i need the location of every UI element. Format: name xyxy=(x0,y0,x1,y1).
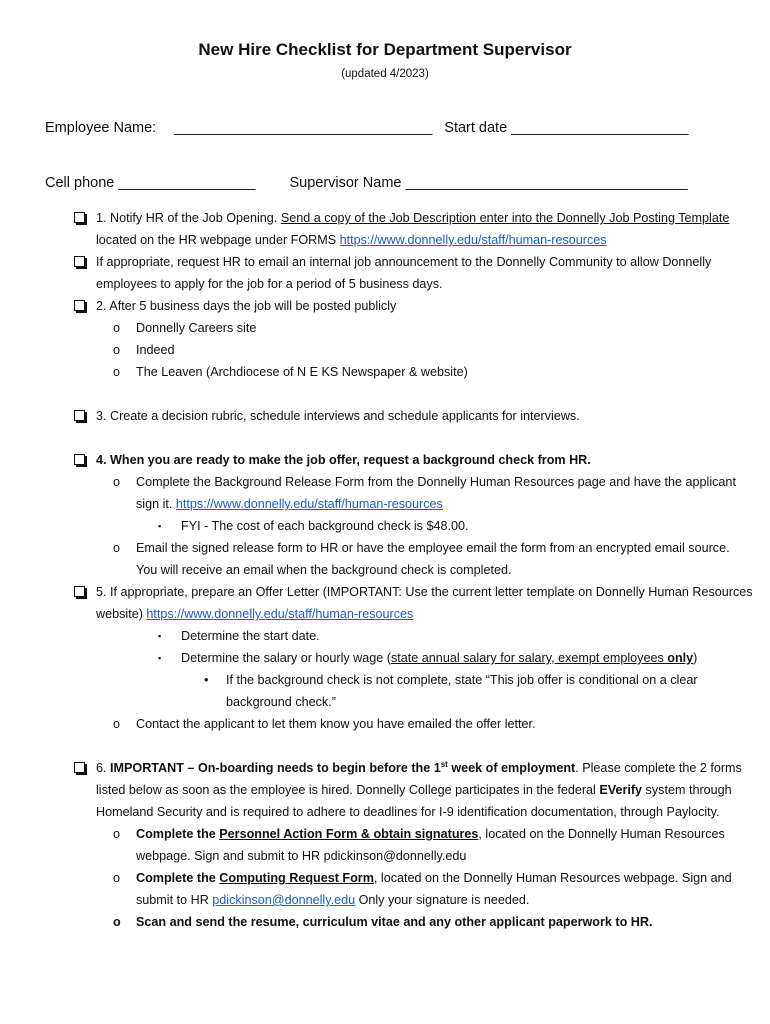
item-text: Computing Request Form xyxy=(219,871,374,885)
list-item xyxy=(74,515,754,537)
item-text: 5. If appropriate, prepare an Offer Letter (IMPORTANT: Use the current letter template on Donnelly Human Resources website) xyxy=(96,585,753,621)
list-item xyxy=(74,911,754,933)
checklist-item-1 xyxy=(74,207,754,251)
checklist-item-1b xyxy=(74,251,754,295)
item-text: 2. After 5 business days the job will be posted publicly xyxy=(96,299,397,313)
item-text: 1. Notify HR of the Job Opening. xyxy=(96,211,281,225)
circle-bullet-icon: o xyxy=(113,871,121,885)
item-text: Complete the xyxy=(136,827,220,841)
circle-bullet-icon: o xyxy=(113,343,121,357)
item-text: Determine the salary or hourly wage ( xyxy=(181,651,391,665)
item-text: FYI - The cost of each background check is $48.00. xyxy=(181,519,469,533)
circle-bullet-icon: o xyxy=(113,541,121,555)
checkbox-icon[interactable] xyxy=(74,454,85,465)
item-text: 4. When you are ready to make the job offer, request a background check from HR. xyxy=(96,453,591,467)
square-bullet-icon: ▪ xyxy=(158,521,162,531)
hr-link[interactable]: https://www.donnelly.edu/staff/human-resources xyxy=(339,233,607,247)
item-text: . Please complete the 2 forms listed below as soon as the employee is hired. Donnelly College participates in the federal xyxy=(96,761,742,797)
item-text: Contact the applicant to let them know you have emailed the offer letter. xyxy=(136,717,536,731)
checkbox-icon[interactable] xyxy=(74,586,85,597)
list-item xyxy=(74,867,754,911)
item-text: located on the HR webpage under FORMS xyxy=(96,233,340,247)
item-text: Determine the start date. xyxy=(181,629,320,643)
cell-phone-field: Cell phone _________________ xyxy=(45,175,256,191)
item-text: If the background check is not complete, state “This job offer is conditional on a clear background check.” xyxy=(226,673,698,709)
list-item xyxy=(74,625,754,647)
item-text: ) xyxy=(693,651,698,665)
page-title: New Hire Checklist for Department Supervisor xyxy=(198,40,572,59)
item-text: If appropriate, request HR to email an internal job announcement to the Donnelly Community to allow Donnelly employees to apply for the job for a period of 5 business days. xyxy=(96,255,712,291)
checklist-item-2 xyxy=(74,295,754,317)
checkbox-icon[interactable] xyxy=(74,212,85,223)
list-item xyxy=(74,669,754,713)
item-text: IMPORTANT – On-boarding needs to begin before the 1 xyxy=(110,761,441,775)
supervisor-name-field: Supervisor Name ___________________________________ xyxy=(289,175,688,191)
checklist-item-5 xyxy=(74,581,754,625)
item-text: Scan and send the resume, curriculum vitae and any other applicant paperwork to HR. xyxy=(136,915,653,929)
employee-row xyxy=(45,120,689,136)
square-bullet-icon: ▪ xyxy=(158,653,162,663)
item-text: Personnel Action Form & obtain signatures xyxy=(219,827,479,841)
item-text: The Leaven (Archdiocese of N E KS Newspaper & website) xyxy=(136,365,468,379)
hr-link[interactable]: https://www.donnelly.edu/staff/human-resources xyxy=(146,607,414,621)
employee-name-label: Employee Name: xyxy=(45,120,157,136)
checkbox-icon[interactable] xyxy=(74,410,85,421)
item-text: week of employment xyxy=(447,761,576,775)
item-text: 3. Create a decision rubric, schedule interviews and schedule applicants for interviews. xyxy=(96,409,580,423)
list-item xyxy=(74,823,754,867)
item-text: Indeed xyxy=(136,343,175,357)
item-text: EVerify xyxy=(599,783,643,797)
page-subtitle: (updated 4/2023) xyxy=(341,68,429,80)
list-item xyxy=(74,361,754,383)
list-item xyxy=(74,317,754,339)
contact-row xyxy=(45,175,688,191)
item-text: st xyxy=(440,759,448,769)
employee-name-line: ________________________________ xyxy=(174,120,433,136)
item-text: Email the signed release form to HR or have the employee email the form from an encrypted email source. You will receive an email when the background check is completed. xyxy=(136,541,730,577)
item-text: 6. xyxy=(96,761,111,775)
hr-link[interactable]: https://www.donnelly.edu/staff/human-resources xyxy=(175,497,443,511)
circle-bullet-icon: o xyxy=(113,915,121,929)
circle-bullet-icon: o xyxy=(113,321,121,335)
checkbox-icon[interactable] xyxy=(74,256,85,267)
item-text: Complete the Background Release Form from the Donnelly Human Resources page and have the applicant sign it. xyxy=(136,475,736,511)
circle-bullet-icon: o xyxy=(113,717,121,731)
item-text: only xyxy=(667,651,694,665)
item-text: state annual salary for salary, exempt employees xyxy=(391,651,668,665)
checkbox-icon[interactable] xyxy=(74,762,85,773)
checklist-item-3 xyxy=(74,405,754,427)
start-date-field: Start date ______________________ xyxy=(444,120,689,136)
item-text: , located on the Donnelly Human Resources webpage. Sign and submit to HR xyxy=(136,871,732,907)
item-text: , located on the Donnelly Human Resources webpage. Sign and submit to HR pdickinson@donnelly.edu xyxy=(136,827,725,863)
item-text: system through Homeland Security and is required to adhere to deadlines for I-9 identification documentation, through Paylocity. xyxy=(96,783,732,819)
checkbox-icon[interactable] xyxy=(74,300,85,311)
list-item xyxy=(74,713,754,735)
dot-bullet-icon: • xyxy=(204,673,209,687)
list-item xyxy=(74,647,754,669)
list-item xyxy=(74,537,754,581)
item-text: Only your signature is needed. xyxy=(355,893,530,907)
checklist-item-4 xyxy=(74,449,754,471)
item-text: Complete the xyxy=(136,871,220,885)
item-text: Donnelly Careers site xyxy=(136,321,257,335)
item-text: Send a copy of the Job Description enter into the Donnelly Job Posting Template xyxy=(280,211,730,225)
list-item xyxy=(74,471,754,515)
circle-bullet-icon: o xyxy=(113,827,121,841)
list-item xyxy=(74,339,754,361)
email-link[interactable]: pdickinson@donnelly.edu xyxy=(212,893,356,907)
circle-bullet-icon: o xyxy=(113,365,121,379)
checklist xyxy=(74,207,754,933)
checklist-item-6 xyxy=(74,757,754,823)
circle-bullet-icon: o xyxy=(113,475,121,489)
square-bullet-icon: ▪ xyxy=(158,631,162,641)
